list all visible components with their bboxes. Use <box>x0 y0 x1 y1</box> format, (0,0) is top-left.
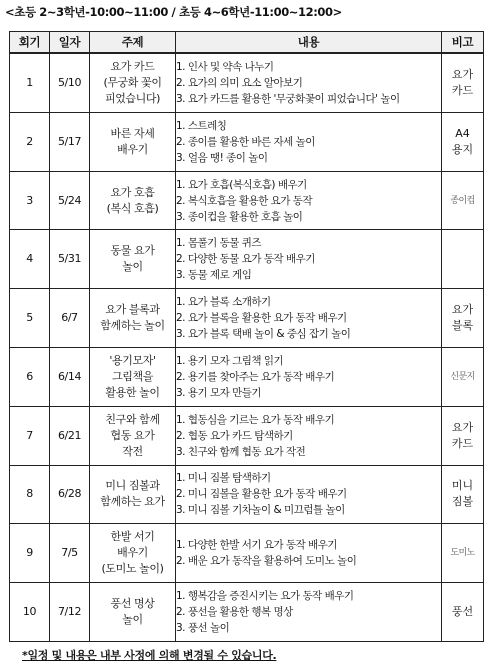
content-line: 1. 스트레칭 <box>176 119 227 132</box>
note-line: 미니 <box>451 479 474 493</box>
content-line: 2. 다양한 동물 요가 동작 배우기 <box>176 253 315 266</box>
theme-line: 요가 호흡 <box>110 185 155 199</box>
theme-cell <box>90 112 176 171</box>
note-cell <box>442 171 484 230</box>
content-line: 2. 종이를 활용한 바른 자세 놀이 <box>176 135 315 148</box>
content-cell <box>176 53 442 112</box>
table-row <box>10 289 484 348</box>
content-line: 1. 다양한 한발 서기 요가 동작 배우기 <box>176 539 338 552</box>
theme-line: 동물 요가 <box>110 244 155 258</box>
table-row <box>10 465 484 524</box>
date-cell: 6/14 <box>50 348 90 407</box>
date-cell: 5/31 <box>50 230 90 289</box>
theme-cell <box>90 406 176 465</box>
theme-line: 함께하는 요가 <box>100 495 165 509</box>
col-theme-header: 주제 <box>90 32 176 54</box>
content-line: 1. 몸풀기 동물 퀴즈 <box>176 237 262 250</box>
content-line: 2. 용기를 찾아주는 요가 동작 배우기 <box>176 370 335 383</box>
table-row <box>10 524 484 583</box>
content-line: 1. 요가 블록 소개하기 <box>176 296 271 309</box>
table-row <box>10 348 484 407</box>
content-line: 1. 행복감을 증진시키는 요가 동작 배우기 <box>176 590 354 603</box>
content-line: 2. 미니 짐볼을 활용한 요가 동작 배우기 <box>176 488 347 501</box>
table-row <box>10 230 484 289</box>
content-line: 2. 풍선을 활용한 행복 명상 <box>176 606 293 619</box>
col-content-header: 내용 <box>176 32 442 54</box>
theme-line: 작전 <box>122 444 143 458</box>
theme-line: 활용한 놀이 <box>105 385 160 399</box>
content-line: 1. 협동심을 기르는 요가 동작 배우기 <box>176 413 335 426</box>
session-cell: 9 <box>10 524 50 583</box>
note-cell <box>442 289 484 348</box>
note-line: 도미노 <box>450 548 475 559</box>
date-cell: 6/7 <box>50 289 90 348</box>
content-line: 3. 요가 블록 택배 놀이 & 중심 잡기 놀이 <box>176 328 351 341</box>
date-cell: 7/5 <box>50 524 90 583</box>
content-cell <box>176 406 442 465</box>
date-cell: 6/28 <box>50 465 90 524</box>
theme-line: 한발 서기 <box>110 530 155 544</box>
content-line: 2. 요가의 의미 요소 알아보기 <box>176 76 303 89</box>
theme-line: (무궁화 꽃이 <box>103 75 162 89</box>
theme-line: 바른 자세 <box>110 126 155 140</box>
col-note-header: 비고 <box>442 32 484 54</box>
content-line: 3. 종이컵을 활용한 호흡 놀이 <box>176 210 303 223</box>
date-cell: 5/24 <box>50 171 90 230</box>
theme-cell <box>90 289 176 348</box>
theme-line: 풍선 명상 <box>110 597 155 611</box>
note-cell <box>442 230 484 289</box>
content-line: 1. 요가 호흡(복식호흡) 배우기 <box>176 178 307 191</box>
theme-cell <box>90 465 176 524</box>
col-date-header: 일자 <box>50 32 90 54</box>
schedule-time-header: <초등 2~3학년-10:00~11:00 / 초등 4~6학년-11:00~12:00> <box>5 5 342 19</box>
note-line: 종이컵 <box>450 195 475 206</box>
note-cell <box>442 348 484 407</box>
note-line: A4 <box>455 126 470 140</box>
content-line: 3. 용기 모자 만들기 <box>176 386 262 399</box>
note-line: 요가 <box>451 303 474 317</box>
date-cell: 5/17 <box>50 112 90 171</box>
note-line: 블록 <box>451 319 474 333</box>
note-line: 요가 <box>451 420 474 434</box>
note-cell <box>442 53 484 112</box>
content-cell <box>176 348 442 407</box>
note-line: 신문지 <box>450 371 475 382</box>
program-schedule-table <box>9 31 484 642</box>
schedule-rows <box>10 53 484 642</box>
theme-line: (도미노 놀이) <box>101 562 164 576</box>
session-cell: 6 <box>10 348 50 407</box>
session-cell: 1 <box>10 53 50 112</box>
content-line: 1. 용기 모자 그림책 읽기 <box>176 354 284 367</box>
session-cell: 4 <box>10 230 50 289</box>
content-cell <box>176 289 442 348</box>
note-cell <box>442 465 484 524</box>
theme-line: 미니 짐볼과 <box>105 479 160 493</box>
table-header-row <box>10 32 484 54</box>
theme-line: 피었습니다) <box>104 91 161 105</box>
theme-cell <box>90 171 176 230</box>
content-line: 1. 인사 및 약속 나누기 <box>176 60 274 73</box>
session-cell: 7 <box>10 406 50 465</box>
theme-line: 배우기 <box>117 142 148 156</box>
theme-line: 친구와 함께 <box>105 412 160 426</box>
content-line: 2. 요가 블록을 활용한 요가 동작 배우기 <box>176 312 347 325</box>
note-line: 요가 <box>451 67 474 81</box>
session-cell: 3 <box>10 171 50 230</box>
note-line: 카드 <box>451 436 474 450</box>
theme-line: 배우기 <box>117 546 148 560</box>
table-row <box>10 53 484 112</box>
note-cell <box>442 524 484 583</box>
content-line: 3. 미니 짐볼 기차놀이 & 미끄럼틀 놀이 <box>176 504 345 517</box>
theme-cell <box>90 583 176 642</box>
note-cell <box>442 112 484 171</box>
theme-cell <box>90 53 176 112</box>
theme-line: 요가 블록과 <box>105 303 160 317</box>
session-cell: 2 <box>10 112 50 171</box>
theme-line: (복식 호흡) <box>106 201 159 215</box>
session-cell: 10 <box>10 583 50 642</box>
content-line: 2. 배운 요가 동작을 활용하여 도미노 놀이 <box>176 555 357 568</box>
date-cell: 7/12 <box>50 583 90 642</box>
table-row <box>10 171 484 230</box>
table-row <box>10 583 484 642</box>
content-line: 1. 미니 짐볼 탐색하기 <box>176 472 271 485</box>
content-line: 2. 복식호흡을 활용한 요가 동작 <box>176 194 313 207</box>
session-cell: 8 <box>10 465 50 524</box>
content-line: 3. 동물 제로 게임 <box>176 269 252 282</box>
note-line: 용지 <box>451 142 474 156</box>
theme-line: 놀이 <box>122 260 143 274</box>
content-cell <box>176 171 442 230</box>
date-cell: 5/10 <box>50 53 90 112</box>
note-cell <box>442 583 484 642</box>
theme-cell <box>90 524 176 583</box>
note-line: 풍선 <box>451 605 474 619</box>
content-cell <box>176 465 442 524</box>
content-line: 3. 친구와 함께 협동 요가 작전 <box>176 445 306 458</box>
theme-line: 협동 요가 <box>110 428 155 442</box>
note-line: 짐볼 <box>451 495 474 509</box>
theme-line: 놀이 <box>122 613 143 627</box>
content-line: 2. 협동 요가 카드 탐색하기 <box>176 429 293 442</box>
content-cell <box>176 583 442 642</box>
content-cell <box>176 524 442 583</box>
date-cell: 6/21 <box>50 406 90 465</box>
table-row <box>10 112 484 171</box>
note-cell <box>442 406 484 465</box>
content-line: 3. 요가 카드를 활용한 '무궁화꽃이 피었습니다' 놀이 <box>176 92 400 105</box>
note-line: 카드 <box>451 83 474 97</box>
theme-line: 그림책을 <box>112 369 153 383</box>
theme-line: 요가 카드 <box>110 59 155 73</box>
col-session-header: 회기 <box>10 32 50 54</box>
content-line: 3. 얼음 땡! 종이 놀이 <box>176 151 268 164</box>
content-cell <box>176 112 442 171</box>
theme-cell <box>90 348 176 407</box>
schedule-footnote: *일정 및 내용은 내부 사정에 의해 변경될 수 있습니다. <box>22 649 277 662</box>
theme-line: '용기모자' <box>109 353 156 367</box>
session-cell: 5 <box>10 289 50 348</box>
theme-cell <box>90 230 176 289</box>
table-row <box>10 406 484 465</box>
content-cell <box>176 230 442 289</box>
content-line: 3. 풍선 놀이 <box>176 622 230 635</box>
theme-line: 함께하는 놀이 <box>100 319 165 333</box>
